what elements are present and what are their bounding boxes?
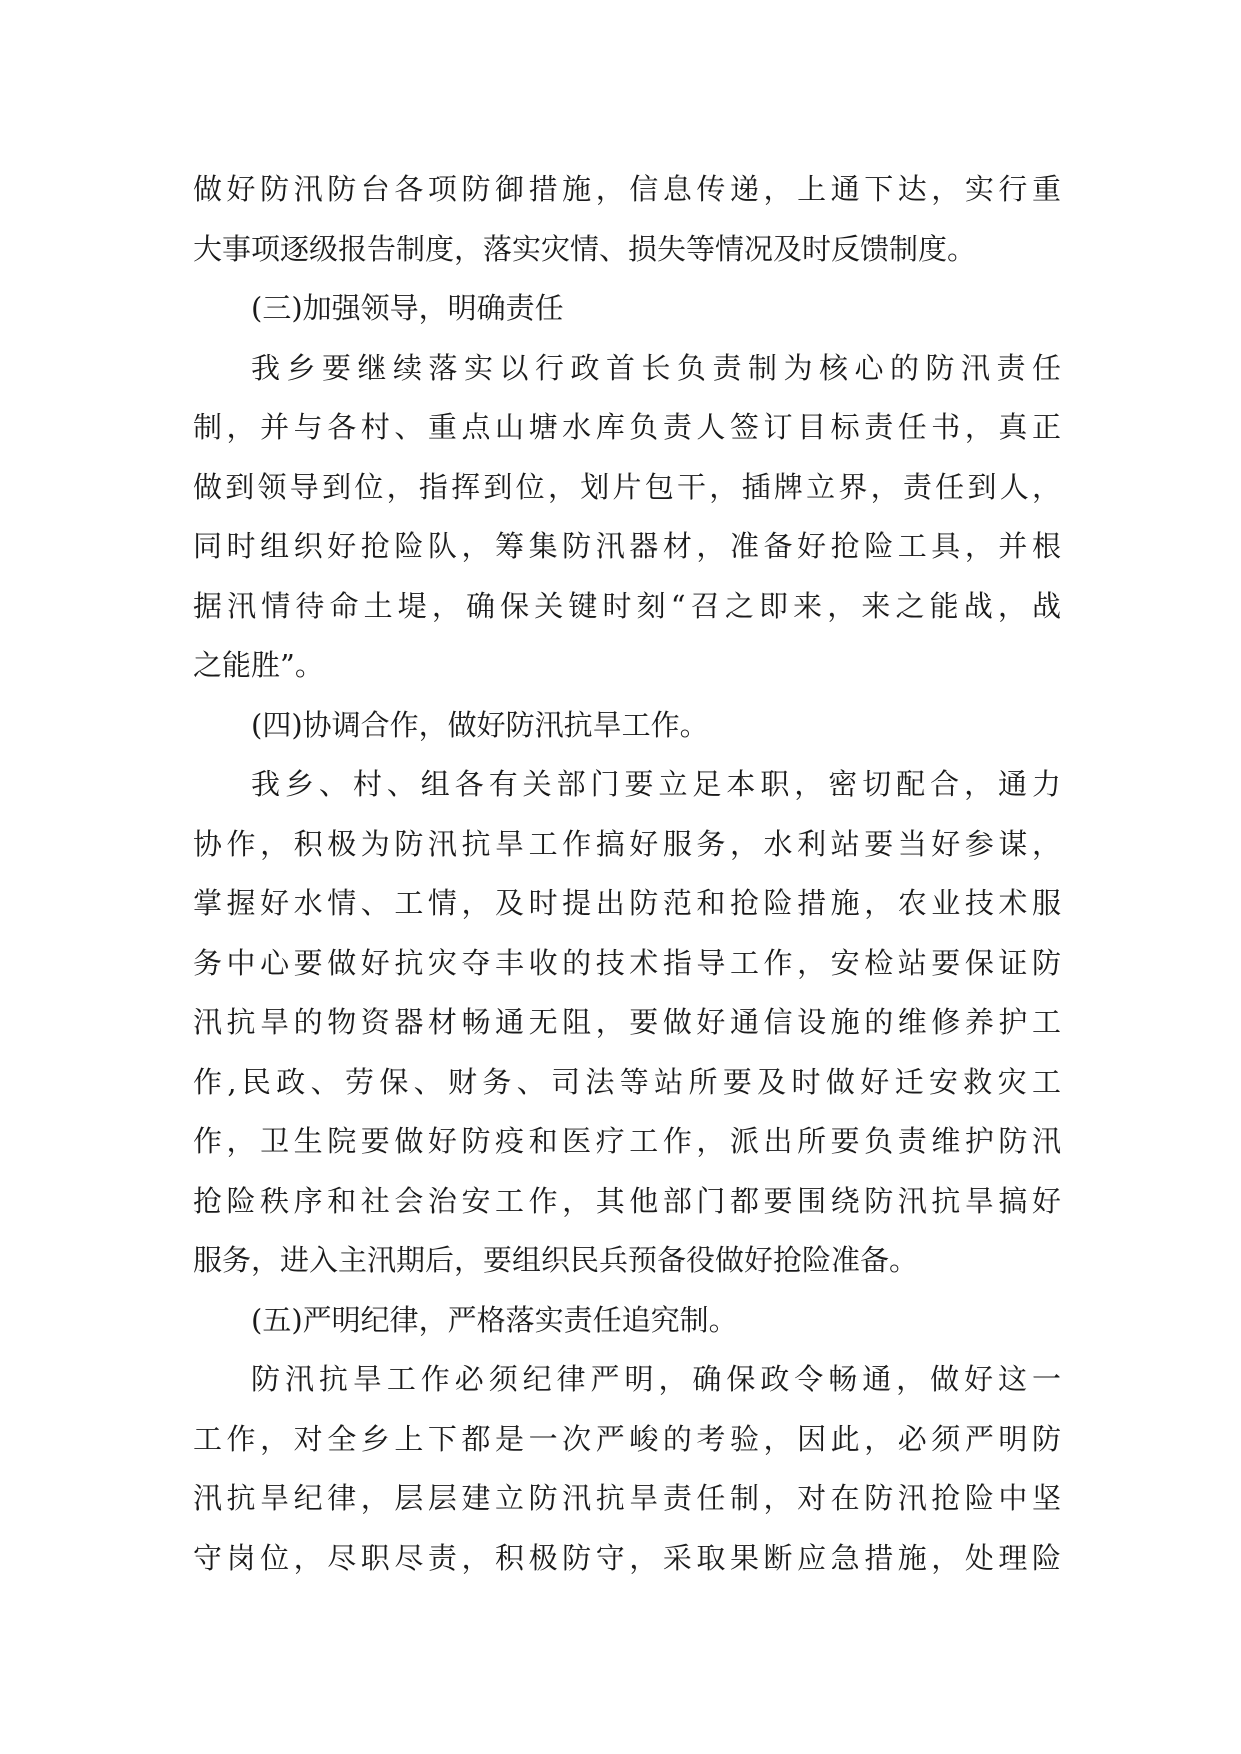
text-line: 工作，对全乡上下都是一次严峻的考验，因此，必须严明防	[193, 1421, 1061, 1456]
text-line: 作，卫生院要做好防疫和医疗工作，派出所要负责维护防汛	[193, 1124, 1061, 1158]
text-line: 同时组织好抢险队，筹集防汛器材，准备好抢险工具，并根	[193, 529, 1061, 563]
text-line: (五)严明纪律，严格落实责任追究制。	[251, 1302, 738, 1337]
text-line: 汛抗旱的物资器材畅通无阻，要做好通信设施的维修养护工	[193, 1005, 1061, 1039]
text-line: 作,民政、劳保、财务、司法等站所要及时做好迁安救灾工	[193, 1064, 1061, 1099]
text-line: 我乡要继续落实以行政首长负责制为核心的防汛责任	[251, 350, 1061, 385]
text-line: 抢险秩序和社会治安工作，其他部门都要围绕防汛抗旱搞好	[193, 1183, 1061, 1218]
text-line: (四)协调合作，做好防汛抗旱工作。	[251, 707, 709, 742]
text-line: 据汛情待命土堤，确保关键时刻“召之即来，来之能战，战	[193, 588, 1061, 623]
text-line: 掌握好水情、工情，及时提出防范和抢险措施，农业技术服	[193, 886, 1061, 920]
text-line: 服务，进入主汛期后，要组织民兵预备役做好抢险准备。	[193, 1243, 919, 1277]
text-line: 我乡、村、组各有关部门要立足本职，密切配合，通力	[251, 767, 1061, 801]
text-line: 做好防汛防台各项防御措施，信息传递，上通下达，实行重	[193, 172, 1061, 206]
text-line: 制，并与各村、重点山塘水库负责人签订目标责任书，真正	[193, 410, 1061, 444]
text-line: 汛抗旱纪律，层层建立防汛抗旱责任制，对在防汛抢险中坚	[193, 1481, 1061, 1515]
text-line: 防汛抗旱工作必须纪律严明，确保政令畅通，做好这一	[251, 1362, 1061, 1396]
text-line: 协作，积极为防汛抗旱工作搞好服务，水利站要当好参谋，	[193, 826, 1061, 861]
text-line: 大事项逐级报告制度，落实灾情、损失等情况及时反馈制度。	[193, 231, 977, 266]
document-body	[193, 160, 1061, 1588]
text-line: 守岗位，尽职尽责，积极防守，采取果断应急措施，处理险	[193, 1540, 1061, 1575]
text-line: (三)加强领导，明确责任	[251, 291, 564, 325]
text-line: 做到领导到位，指挥到位，划片包干，插牌立界，责任到人，	[193, 469, 1061, 504]
text-line: 务中心要做好抗灾夺丰收的技术指导工作，安检站要保证防	[193, 945, 1061, 980]
text-line: 之能胜”。	[193, 648, 324, 682]
